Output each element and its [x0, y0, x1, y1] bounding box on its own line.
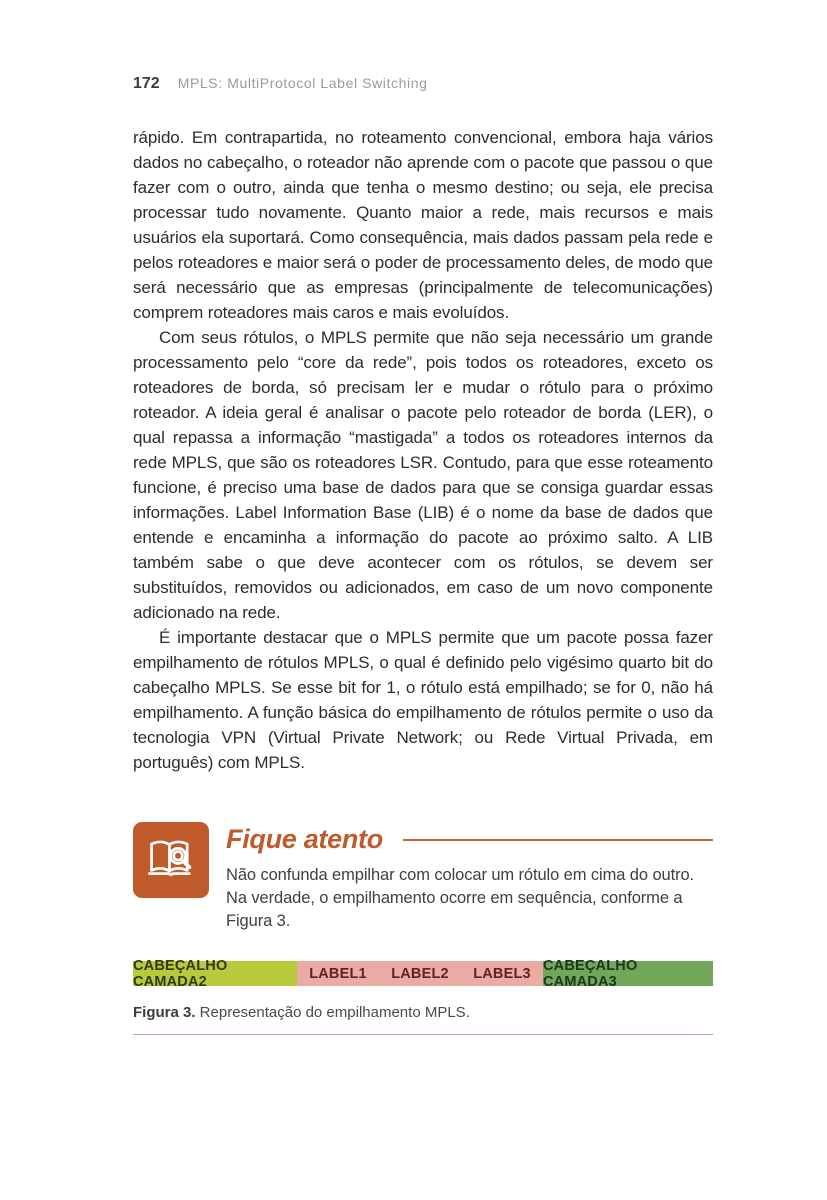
- figure-caption-label: Figura 3.: [133, 1004, 196, 1021]
- body-text: [133, 125, 713, 775]
- running-header: [133, 0, 713, 93]
- page-number: 172: [133, 75, 160, 92]
- callout-icon-box: [133, 822, 209, 898]
- paragraph: É importante destacar que o MPLS permite que um pacote possa fazer empilhamento de rótulos MPLS, o qual é definido pelo vigésimo quarto bit do cabeçalho MPLS. Se esse bit for 1, o rótulo está empilhado; se for 0, não há empilhamento. A função básica do empilhamento de rótulos permite o uso da tecnologia VPN (Virtual Private Network; ou Rede Virtual Privada, em português) com MPLS.: [133, 628, 713, 772]
- callout-title: Fique atento: [226, 824, 383, 854]
- callout-text: Não confunda empilhar com colocar um rótulo em cima do outro. Na verdade, o empilhamento ocorre em sequência, conforme a Figura 3.: [226, 866, 695, 930]
- stack-segment-labels-group: [297, 961, 543, 986]
- figure-caption-text: Representação do empilhamento MPLS.: [195, 1004, 470, 1021]
- paragraph: rápido. Em contrapartida, no roteamento convencional, embora haja vários dados no cabeçalho, o roteador não aprende com o pacote que passou o que fazer com o outro, ainda que tenha o mesmo destino; ou seja, ele precisa processar tudo novamente. Quanto maior a rede, mais recursos e mais usuários ela suportará. Como consequência, mais dados passam pela rede e pelos roteadores e maior será o poder de processamento deles, de modo que será necessário que as empresas (principalmente de telecomunicações) comprem roteadores mais caros e mais evoluídos.: [133, 128, 713, 322]
- figure-stack-bar: [133, 957, 713, 990]
- stack-segment-label3: LABEL3: [473, 965, 531, 982]
- stack-segment-label2: LABEL2: [391, 965, 449, 982]
- book-magnifier-icon: [144, 831, 198, 890]
- bottom-divider: [133, 1034, 713, 1035]
- callout-box: [133, 822, 713, 933]
- figure-caption: [133, 1003, 713, 1023]
- running-header-title: MPLS: MultiProtocol Label Switching: [177, 75, 428, 91]
- stack-segment-cabecalho-camada3: CABEÇALHO CAMADA3: [543, 961, 713, 986]
- paragraph: Com seus rótulos, o MPLS permite que não seja necessário um grande processamento pelo “core da rede”, pois todos os roteadores, exceto os roteadores de borda, só precisam ler e mudar o rótulo para o próximo roteador. A ideia geral é analisar o pacote pelo roteador de borda (LER), o qual repassa a informação “mastigada” a todos os roteadores internos da rede MPLS, que são os roteadores LSR. Contudo, para que esse roteamento funcione, é preciso uma base de dados para que se consiga guardar essas informações. Label Information Base (LIB) é o nome da base de dados que entende e encaminha a informação do pacote ao próximo salto. A LIB também sabe o que deve acontecer com os rótulos, se devem ser substituídos, removidos ou adicionados, em caso de um novo componente adicionado na rede.: [133, 328, 713, 622]
- callout-divider-line: [403, 839, 713, 841]
- stack-segment-cabecalho-camada2: CABEÇALHO CAMADA2: [133, 961, 297, 986]
- callout-content: [226, 822, 713, 933]
- stack-segment-label1: LABEL1: [309, 965, 367, 982]
